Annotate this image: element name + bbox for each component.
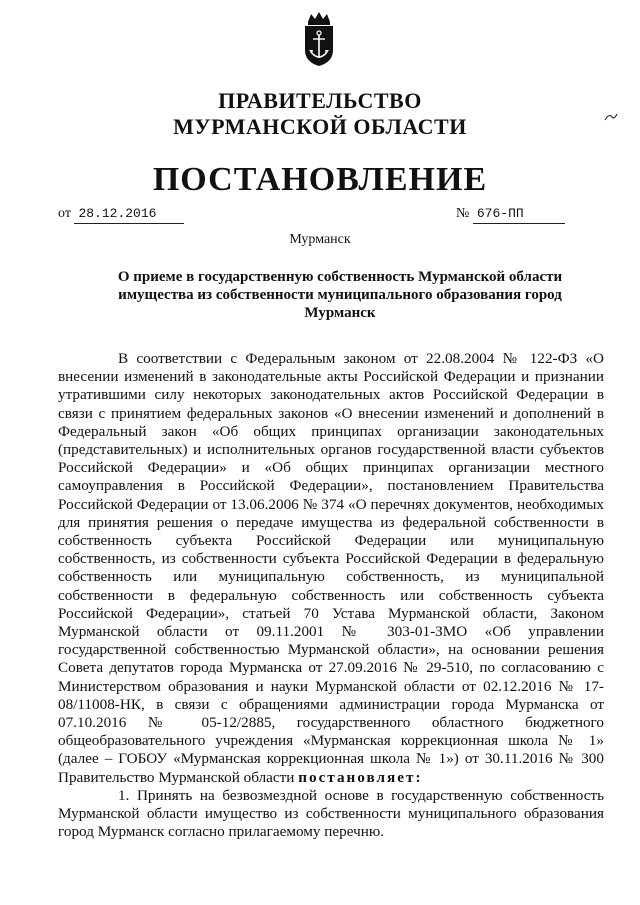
document-subject: О приеме в государственную собственность Мурманской области имущества из собственности муниципального образования город Мурманск (117, 269, 563, 321)
date-value: 28.12.2016 (74, 205, 184, 224)
resolves-text: постановляет: (298, 768, 423, 786)
date-prefix: от (58, 206, 71, 221)
government-title-line2: МУРМАНСКОЙ ОБЛАСТИ (173, 114, 467, 139)
body-paragraph (58, 350, 604, 787)
item-1: 1. Принять на безвозмездной основе в государственную собственность Мурманской области имущество из собственности муниципального образования город Мурманск согласно прилагаемому перечню. (58, 786, 604, 841)
document-number (456, 205, 565, 224)
margin-mark-icon (604, 112, 618, 122)
city-name: Мурманск (289, 232, 351, 247)
coat-of-arms-icon (300, 10, 338, 68)
document-date (58, 205, 184, 224)
number-prefix: № (456, 206, 470, 221)
government-title-line1: ПРАВИТЕЛЬСТВО (218, 88, 422, 113)
preamble-text: В соответствии с Федеральным законом от 22.08.2004 № 122-ФЗ «О внесении изменений в законодательные акты Российской Федерации и признании утратившими силу некоторых законодательных актов Российской Федерации в связи с принятием федеральных законов «О внесении изменений и дополнений в Федеральный закон «Об общих принципах организации законодательных (представительных) и исполнительных органов государственной власти субъектов Российской Федерации» и «Об общих принципах организации местного самоуправления в Российской Федерации», постановлением Правительства Российской Федерации от 13.06.2006 № 374 «О перечнях документов, необходимых для принятия решения о передаче имущества из федеральной собственности в собственность субъекта Российской Федерации или муниципальную собственность, из собственности субъекта Российской Федерации в федеральную собственность или муниципальную собственность, из муниципальной собственности в федеральную собственность или собственность субъекта Российской Федерации», статьей 70 Устава Мурманской области, Законом Мурманской области от 09.11.2001 № 303-01-ЗМО «Об управлении государственной собственностью Мурманской области», на основании решения Совета депутатов города Мурманска от 27.09.2016 № 29-510, по согласованию с Министерством образования и науки Мурманской области от 02.12.2016 № 17-08/11008-НК, в связи с обращениями администрации города Мурманска от 07.10.2016 № 05-12/2885, государственного областного бюджетного общеобразовательного учреждения «Мурманская коррекционная школа № 1» (далее – ГОБОУ «Мурманская коррекционная школа № 1») от 30.11.2016 № 300 Правительство Мурманской области (58, 350, 604, 786)
document-body (58, 350, 604, 841)
number-value: 676-ПП (473, 205, 565, 224)
document-type-title: ПОСТАНОВЛЕНИЕ (152, 161, 488, 198)
